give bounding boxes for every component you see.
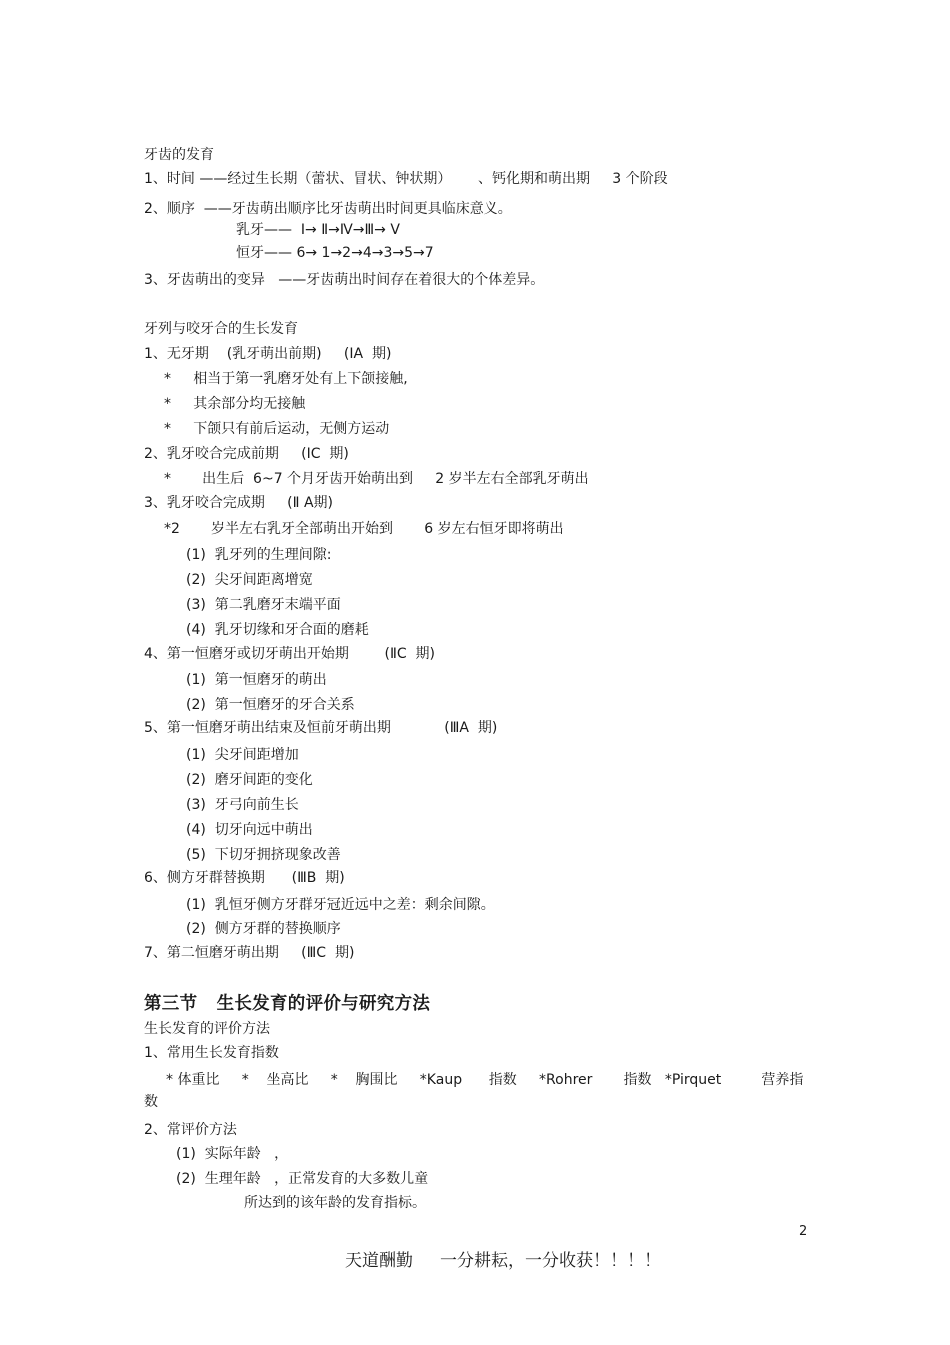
dentition-stage-5-item: (1) 尖牙间距增加 [186, 747, 299, 763]
dentition-stage-5: 5、第一恒磨牙萌出结束及恒前牙萌出期 (ⅢA 期) [144, 720, 498, 736]
dentition-stage-3-item: (2) 尖牙间距离增宽 [186, 572, 313, 588]
dentition-stage-5-item: (4) 切牙向远中萌出 [186, 822, 313, 838]
dentition-stage-2: 2、乳牙咬合完成前期 (ⅠC 期) [144, 446, 349, 462]
dentition-stage-1-bullet: * 下颌只有前后运动，无侧方运动 [164, 421, 390, 437]
teeth-line-variation: 3、牙齿萌出的变异 ——牙齿萌出时间存在着很大的个体差异。 [144, 272, 545, 288]
dentition-stage-3-bullet: *2 岁半左右乳牙全部萌出开始到 6 岁左右恒牙即将萌出 [164, 521, 564, 537]
dentition-stage-5-item: (2) 磨牙间距的变化 [186, 772, 313, 788]
section-subtitle-evaluation: 生长发育的评价方法 [144, 1021, 270, 1037]
dentition-stage-5-item: (5) 下切牙拥挤现象改善 [186, 847, 341, 863]
page-number: 2 [799, 1224, 808, 1239]
teeth-line-order: 2、顺序 ——牙齿萌出顺序比牙齿萌出时间更具临床意义。 [144, 201, 512, 217]
dentition-stage-2-bullet: * 出生后 6~7 个月牙齿开始萌出到 2 岁半左右全部乳牙萌出 [164, 471, 589, 487]
footer-motto: 天道酬勤 一分耕耘，一分收获！！！！ [345, 1251, 662, 1271]
dentition-stage-3-item: (1) 乳牙列的生理间隙: [186, 547, 332, 563]
evaluation-item-2-sub: (2) 生理年龄 ，正常发育的大多数儿童 [176, 1171, 429, 1187]
evaluation-indices-wrap: 数 [144, 1094, 158, 1110]
dentition-stage-3: 3、乳牙咬合完成期 (Ⅱ A期) [144, 495, 333, 511]
dentition-stage-3-item: (3) 第二乳磨牙末端平面 [186, 597, 341, 613]
dentition-stage-1-bullet: * 相当于第一乳磨牙处有上下颌接触, [164, 371, 408, 387]
teeth-line-time: 1、时间 ——经过生长期（蕾状、冒状、钟状期） 、钙化期和萌出期 3 个阶段 [144, 171, 668, 187]
dentition-stage-1: 1、无牙期 (乳牙萌出前期) (ⅠA 期) [144, 346, 392, 362]
section-title-teeth: 牙齿的发育 [144, 147, 214, 163]
dentition-stage-1-bullet: * 其余部分均无接触 [164, 396, 306, 412]
dentition-stage-5-item: (3) 牙弓向前生长 [186, 797, 299, 813]
evaluation-item-2-continuation: 所达到的该年龄的发育指标。 [244, 1195, 426, 1211]
dentition-stage-4-item: (1) 第一恒磨牙的萌出 [186, 672, 327, 688]
dentition-stage-4: 4、第一恒磨牙或切牙萌出开始期 (ⅡC 期) [144, 646, 435, 662]
dentition-stage-7: 7、第二恒磨牙萌出期 (ⅢC 期) [144, 945, 355, 961]
evaluation-item-2: 2、常评价方法 [144, 1122, 237, 1138]
dentition-stage-4-item: (2) 第一恒磨牙的牙合关系 [186, 697, 355, 713]
dentition-stage-6-item: (2) 侧方牙群的替换顺序 [186, 921, 341, 937]
teeth-order-permanent: 恒牙—— 6→ 1→2→4→3→5→7 [236, 245, 434, 261]
dentition-stage-3-item: (4) 乳牙切缘和牙合面的磨耗 [186, 622, 369, 638]
evaluation-indices-line: * 体重比 * 坐高比 * 胸围比 *Kaup 指数 *Rohrer 指数 *Pirquet 营养指 [166, 1072, 804, 1088]
dentition-stage-6-item: (1) 乳恒牙侧方牙群牙冠近远中之差：剩余间隙。 [186, 897, 495, 913]
dentition-stage-6: 6、侧方牙群替换期 (ⅢB 期) [144, 870, 345, 886]
evaluation-item-2-sub: (1) 实际年龄 ， [176, 1146, 289, 1162]
section-title-dentition: 牙列与咬牙合的生长发育 [144, 321, 298, 337]
section-heading-three: 第三节 生长发育的评价与研究方法 [144, 994, 431, 1014]
teeth-order-primary: 乳牙—— Ⅰ→ Ⅱ→Ⅳ→Ⅲ→ Ⅴ [236, 222, 400, 238]
evaluation-item-1: 1、常用生长发育指数 [144, 1045, 279, 1061]
